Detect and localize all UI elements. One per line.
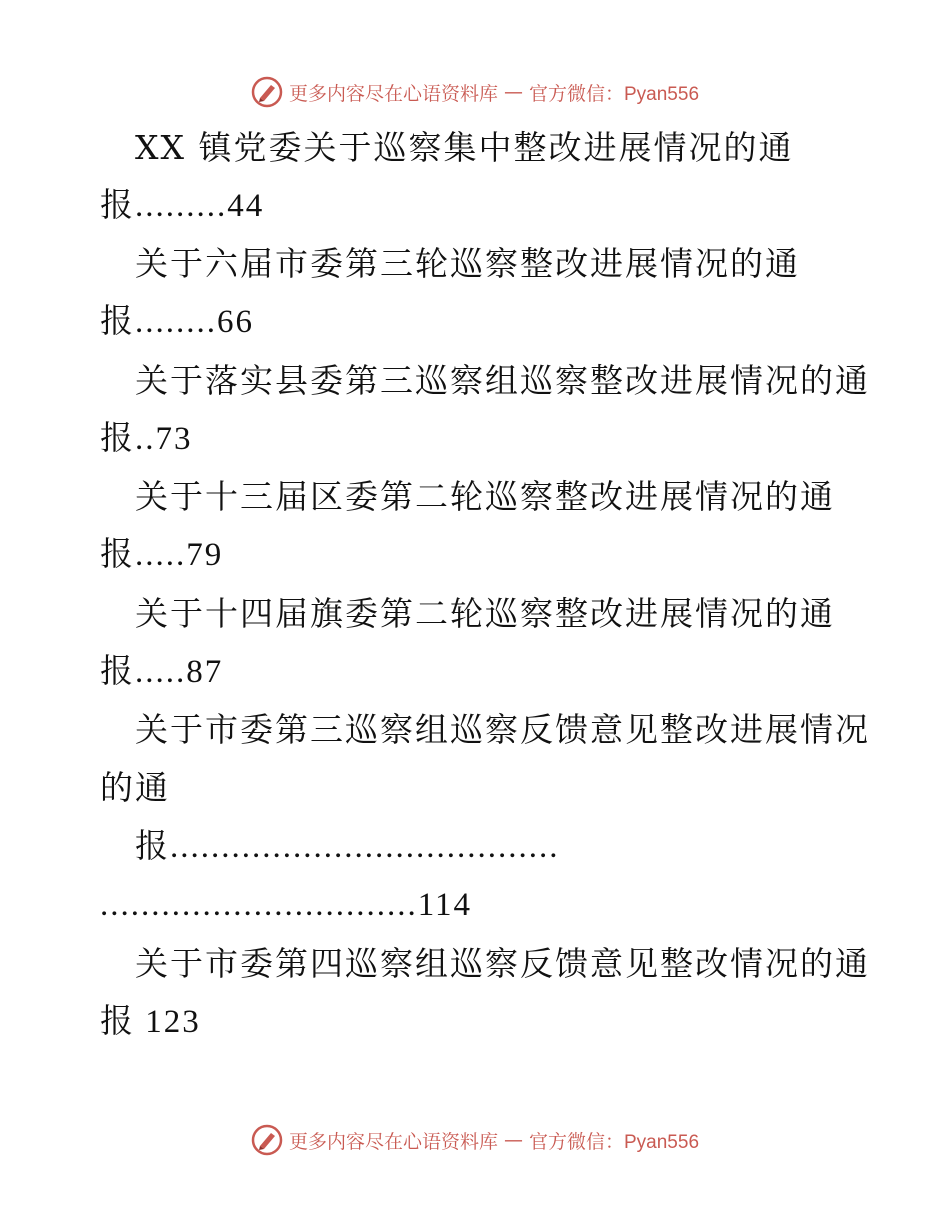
toc-entry-title: 关于十四届旗委第二轮巡察整改进展情况的通 [135, 594, 835, 633]
toc-entry-title: 关于六届市委第三轮巡察整改进展情况的通 [135, 244, 800, 283]
toc-entry-page: 报.........44 [100, 188, 265, 224]
banner-wechat: 官方微信：Pyan556 [529, 83, 700, 105]
banner-wechat: 官方微信：Pyan556 [529, 1131, 700, 1153]
toc-entry-page: 报..73 [100, 421, 193, 457]
toc-entry-dots: 报...................................... [135, 829, 560, 865]
banner-text: 更多内容尽在心语资料库 [288, 1130, 498, 1153]
toc-entry-page: 报.....87 [100, 654, 224, 690]
pen-logo-icon [251, 1124, 283, 1156]
toc-entry-page: 报 123 [100, 1004, 201, 1040]
toc-entry-title: XX 镇党委关于巡察集中整改进展情况的通 [135, 128, 794, 167]
toc-entry-page: 报.....79 [100, 537, 224, 573]
banner-separator: — [504, 1129, 523, 1151]
header-banner [0, 72, 950, 112]
toc-entry-title: 关于市委第四巡察组巡察反馈意见整改情况的通 [135, 944, 870, 983]
toc-entry-page: ...............................114 [100, 887, 473, 923]
pen-logo-icon [251, 76, 283, 108]
toc-entry-title: 关于市委第三巡察组巡察反馈意见整改进展情况 [135, 710, 870, 749]
toc-entry-title: 关于十三届区委第二轮巡察整改进展情况的通 [135, 477, 835, 516]
toc-entry-title-cont: 的通 [100, 768, 170, 807]
banner-text: 更多内容尽在心语资料库 [288, 82, 498, 105]
banner-separator: — [504, 81, 523, 103]
toc-entry-page: 报........66 [100, 304, 254, 340]
toc-entry-title: 关于落实县委第三巡察组巡察整改进展情况的通 [135, 361, 870, 400]
footer-banner [0, 1120, 950, 1160]
